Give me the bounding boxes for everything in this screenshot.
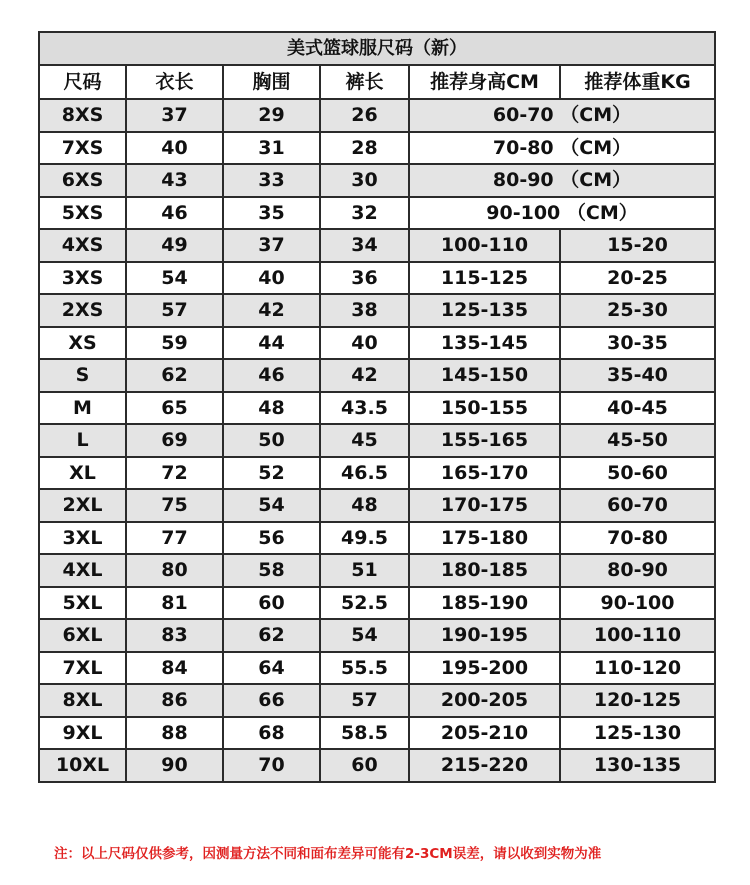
cell-chest: 68: [223, 717, 320, 750]
cell-size: 8XL: [39, 684, 126, 717]
cell-pants-length: 32: [320, 197, 409, 230]
cell-pants-length: 54: [320, 619, 409, 652]
header-row: [39, 65, 715, 99]
cell-chest: 60: [223, 587, 320, 620]
cell-chest: 58: [223, 554, 320, 587]
cell-pants-length: 51: [320, 554, 409, 587]
cell-weight: 15-20: [560, 229, 715, 262]
cell-size: 6XS: [39, 164, 126, 197]
table-row: [39, 717, 715, 750]
cell-weight: 110-120: [560, 652, 715, 685]
cell-chest: 64: [223, 652, 320, 685]
size-table: [38, 31, 716, 783]
table-row: [39, 294, 715, 327]
cell-height-merged: 60-70 （CM）: [409, 99, 715, 132]
cell-weight: 25-30: [560, 294, 715, 327]
cell-size: 2XS: [39, 294, 126, 327]
cell-weight: 60-70: [560, 489, 715, 522]
cell-length: 57: [126, 294, 223, 327]
cell-height: 200-205: [409, 684, 560, 717]
cell-chest: 50: [223, 424, 320, 457]
cell-size: 9XL: [39, 717, 126, 750]
cell-pants-length: 28: [320, 132, 409, 165]
cell-pants-length: 48: [320, 489, 409, 522]
cell-chest: 46: [223, 359, 320, 392]
cell-weight: 35-40: [560, 359, 715, 392]
cell-pants-length: 26: [320, 99, 409, 132]
cell-length: 54: [126, 262, 223, 295]
cell-length: 72: [126, 457, 223, 490]
table-row: [39, 749, 715, 782]
cell-length: 43: [126, 164, 223, 197]
header-height: 推荐身高CM: [409, 65, 560, 99]
cell-weight: 125-130: [560, 717, 715, 750]
cell-weight: 100-110: [560, 619, 715, 652]
cell-height: 150-155: [409, 392, 560, 425]
table-row: [39, 684, 715, 717]
cell-height: 175-180: [409, 522, 560, 555]
cell-chest: 52: [223, 457, 320, 490]
cell-chest: 31: [223, 132, 320, 165]
cell-height: 100-110: [409, 229, 560, 262]
cell-size: XL: [39, 457, 126, 490]
cell-pants-length: 45: [320, 424, 409, 457]
cell-length: 88: [126, 717, 223, 750]
cell-chest: 56: [223, 522, 320, 555]
cell-size: 2XL: [39, 489, 126, 522]
cell-height: 195-200: [409, 652, 560, 685]
cell-pants-length: 49.5: [320, 522, 409, 555]
cell-pants-length: 46.5: [320, 457, 409, 490]
disclaimer-note: 注：以上尺码仅供参考，因测量方法不同和面布差异可能有2-3CM误差，请以收到实物为准: [54, 846, 602, 862]
cell-pants-length: 58.5: [320, 717, 409, 750]
cell-length: 83: [126, 619, 223, 652]
cell-length: 69: [126, 424, 223, 457]
table-row: [39, 587, 715, 620]
cell-length: 77: [126, 522, 223, 555]
cell-length: 90: [126, 749, 223, 782]
cell-length: 46: [126, 197, 223, 230]
cell-pants-length: 55.5: [320, 652, 409, 685]
cell-height: 165-170: [409, 457, 560, 490]
cell-height: 215-220: [409, 749, 560, 782]
cell-height: 185-190: [409, 587, 560, 620]
table-row: [39, 424, 715, 457]
cell-weight: 130-135: [560, 749, 715, 782]
table-row: [39, 262, 715, 295]
cell-size: 7XS: [39, 132, 126, 165]
table-row: [39, 132, 715, 165]
table-row: [39, 164, 715, 197]
cell-size: S: [39, 359, 126, 392]
cell-length: 81: [126, 587, 223, 620]
cell-size: L: [39, 424, 126, 457]
cell-size: 7XL: [39, 652, 126, 685]
cell-size: XS: [39, 327, 126, 360]
cell-pants-length: 36: [320, 262, 409, 295]
cell-chest: 66: [223, 684, 320, 717]
cell-height: 190-195: [409, 619, 560, 652]
cell-pants-length: 38: [320, 294, 409, 327]
cell-height: 125-135: [409, 294, 560, 327]
cell-size: 3XS: [39, 262, 126, 295]
cell-length: 49: [126, 229, 223, 262]
header-size: 尺码: [39, 65, 126, 99]
table-row: [39, 554, 715, 587]
cell-length: 65: [126, 392, 223, 425]
cell-weight: 40-45: [560, 392, 715, 425]
header-pants-length: 裤长: [320, 65, 409, 99]
header-chest: 胸围: [223, 65, 320, 99]
cell-weight: 50-60: [560, 457, 715, 490]
cell-chest: 35: [223, 197, 320, 230]
cell-weight: 90-100: [560, 587, 715, 620]
header-length: 衣长: [126, 65, 223, 99]
cell-height: 180-185: [409, 554, 560, 587]
cell-chest: 42: [223, 294, 320, 327]
table-row: [39, 197, 715, 230]
cell-size: 8XS: [39, 99, 126, 132]
table-row: [39, 229, 715, 262]
cell-height: 205-210: [409, 717, 560, 750]
table-row: [39, 457, 715, 490]
cell-weight: 80-90: [560, 554, 715, 587]
cell-pants-length: 43.5: [320, 392, 409, 425]
cell-chest: 62: [223, 619, 320, 652]
table-row: [39, 619, 715, 652]
cell-size: 5XL: [39, 587, 126, 620]
cell-height: 155-165: [409, 424, 560, 457]
cell-length: 59: [126, 327, 223, 360]
cell-pants-length: 30: [320, 164, 409, 197]
cell-height: 170-175: [409, 489, 560, 522]
table-row: [39, 327, 715, 360]
cell-length: 62: [126, 359, 223, 392]
cell-height: 145-150: [409, 359, 560, 392]
cell-pants-length: 42: [320, 359, 409, 392]
cell-weight: 70-80: [560, 522, 715, 555]
cell-height: 115-125: [409, 262, 560, 295]
cell-length: 75: [126, 489, 223, 522]
cell-weight: 45-50: [560, 424, 715, 457]
cell-chest: 44: [223, 327, 320, 360]
cell-chest: 54: [223, 489, 320, 522]
table-row: [39, 652, 715, 685]
cell-size: 5XS: [39, 197, 126, 230]
cell-weight: 120-125: [560, 684, 715, 717]
header-weight: 推荐体重KG: [560, 65, 715, 99]
table-row: [39, 522, 715, 555]
cell-height-merged: 80-90 （CM）: [409, 164, 715, 197]
title-row: [39, 32, 715, 65]
cell-weight: 30-35: [560, 327, 715, 360]
cell-length: 86: [126, 684, 223, 717]
cell-pants-length: 52.5: [320, 587, 409, 620]
table-row: [39, 99, 715, 132]
cell-chest: 29: [223, 99, 320, 132]
cell-pants-length: 34: [320, 229, 409, 262]
cell-pants-length: 60: [320, 749, 409, 782]
cell-pants-length: 57: [320, 684, 409, 717]
cell-chest: 70: [223, 749, 320, 782]
cell-height: 135-145: [409, 327, 560, 360]
cell-size: 3XL: [39, 522, 126, 555]
cell-length: 40: [126, 132, 223, 165]
cell-height-merged: 90-100 （CM）: [409, 197, 715, 230]
cell-weight: 20-25: [560, 262, 715, 295]
table-row: [39, 392, 715, 425]
cell-size: 6XL: [39, 619, 126, 652]
cell-length: 84: [126, 652, 223, 685]
cell-chest: 37: [223, 229, 320, 262]
cell-length: 80: [126, 554, 223, 587]
cell-size: 4XS: [39, 229, 126, 262]
cell-size: 4XL: [39, 554, 126, 587]
cell-pants-length: 40: [320, 327, 409, 360]
cell-chest: 40: [223, 262, 320, 295]
cell-chest: 33: [223, 164, 320, 197]
table-row: [39, 359, 715, 392]
cell-size: 10XL: [39, 749, 126, 782]
table-row: [39, 489, 715, 522]
cell-chest: 48: [223, 392, 320, 425]
cell-length: 37: [126, 99, 223, 132]
table-title: 美式篮球服尺码（新）: [39, 32, 715, 65]
cell-height-merged: 70-80 （CM）: [409, 132, 715, 165]
cell-size: M: [39, 392, 126, 425]
size-chart: [38, 31, 714, 783]
